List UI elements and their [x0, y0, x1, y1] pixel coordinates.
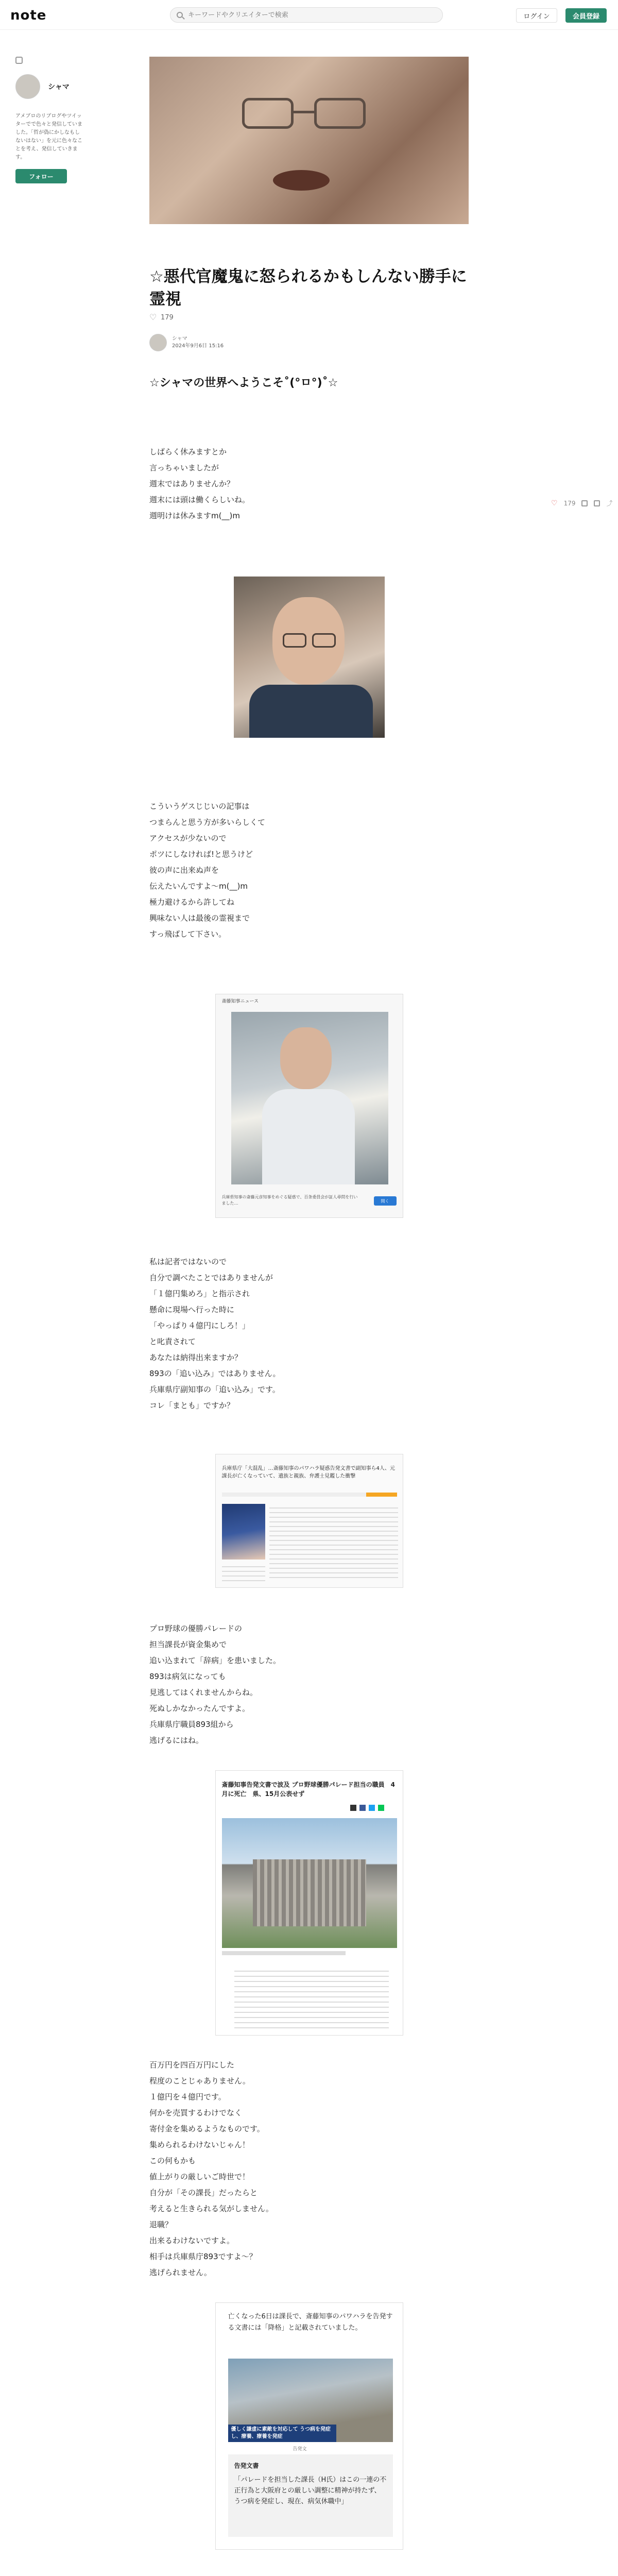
- news-badge: [366, 1493, 397, 1497]
- author-sidebar: [15, 57, 82, 183]
- image-banner: 優しく謙虚に素敵を対応して うつ病を発症し、療養、療養を発症: [228, 2425, 336, 2442]
- photo-caption-line: [222, 1951, 346, 1955]
- author-block[interactable]: [15, 74, 82, 99]
- search-input[interactable]: [188, 11, 435, 19]
- body-shape: [262, 1089, 355, 1184]
- mouth-shape: [273, 170, 330, 191]
- image-source: 告発文: [293, 2447, 307, 2452]
- document-quote: [228, 2454, 393, 2537]
- portrait-photo: [234, 577, 385, 738]
- article-author-row[interactable]: [149, 334, 469, 351]
- heart-icon[interactable]: [149, 314, 157, 321]
- share-icon[interactable]: ⤴: [606, 500, 613, 507]
- hero-image: [149, 57, 469, 224]
- shirt-shape: [249, 685, 373, 738]
- note-logo[interactable]: note: [10, 8, 47, 23]
- like-row[interactable]: [149, 314, 469, 321]
- building-shape: [253, 1859, 366, 1926]
- like-count: 179: [161, 314, 174, 321]
- glasses-left-shape: [242, 98, 294, 129]
- open-button[interactable]: 開く: [374, 1196, 397, 1206]
- article-card-title: 斎藤知事告発文書で波及 プロ野球優勝パレード担当の職員 4月に死亡 県、15月公表せず: [221, 1781, 396, 1798]
- news-thumbnail: [222, 1504, 265, 1560]
- news-title: 兵庫県庁「大混乱」…斎藤知事のパワハラ疑惑告発文書で副知事ら4人、元課長が亡くなっていて、遺族と親族、弁護士見鑑した衝撃: [221, 1466, 395, 1479]
- follow-button[interactable]: フォロー: [15, 169, 67, 183]
- paragraph-5: 百万円を四百万円にした 程度のことじゃありません。 １億円を４億円です。 何かを売買するわけでなく 寄付金を集めるようなものです。 集められるわけないじゃん！ この何もかも 値上がりの厳しいご時世で！ 自分が「その課長」だったらと 考えると生きられる気がしません。 退職？ 出来るわけないですよ。 相手は兵庫県庁893ですよ〜？ 逃げられません。: [149, 2060, 273, 2277]
- bookmark-icon[interactable]: [594, 500, 600, 506]
- video-caption: 兵庫県知事の斎藤元彦知事をめぐる疑惑で、百条委員会が証人尋問を行いました…: [221, 1195, 358, 1206]
- paragraph-6: [149, 2573, 469, 2576]
- like-icon[interactable]: ♡: [551, 499, 558, 507]
- author-name[interactable]: シャマ: [48, 83, 70, 91]
- article-body-lines: [234, 1967, 389, 2028]
- share-icons: [350, 1805, 397, 1811]
- author-info: [172, 335, 224, 350]
- video-thumbnail[interactable]: [231, 1012, 388, 1184]
- article-screenshot-card: [215, 1770, 403, 2036]
- author-avatar[interactable]: [15, 74, 40, 99]
- building-photo: [222, 1818, 397, 1948]
- login-button[interactable]: ログイン: [516, 8, 557, 23]
- author-avatar-small[interactable]: [149, 334, 167, 351]
- glasses-bridge-shape: [294, 111, 314, 113]
- news-body-lines-small: [222, 1563, 265, 1583]
- post-screenshot-card: [215, 2302, 403, 2550]
- paragraph-1: しばらく休みますとか 言っちゃいましたが 週末ではありませんか？ 週末には頭は働くらしいね。 週明けは休みますm(__)m: [149, 447, 250, 520]
- news-screenshot-card: [215, 1454, 403, 1588]
- video-embed-card[interactable]: [215, 994, 403, 1218]
- article-main: [149, 57, 469, 2576]
- news-meta-bar: [222, 1493, 397, 1497]
- article-title: ☆悪代官魔鬼に怒られるかもしんない勝手に霊視: [149, 267, 467, 309]
- signup-button[interactable]: 会員登録: [565, 8, 607, 23]
- glasses-right-shape: [314, 98, 366, 129]
- document-label: 告発文書: [234, 2462, 259, 2469]
- floating-actions: [551, 499, 612, 507]
- site-header: [0, 0, 618, 30]
- glasses-right-shape: [312, 633, 336, 648]
- magazine-icon[interactable]: [15, 57, 23, 64]
- author-bio: アメブロのリブログやツイッターでで色々と発信していました。「哲が偽にかしなもしないはない」を元に色々なことを考え、発信していきます。: [15, 113, 82, 160]
- comment-icon[interactable]: [581, 500, 588, 506]
- like-count: 179: [563, 499, 576, 507]
- search-icon: [177, 12, 183, 18]
- paragraph-3: 私は記者ではないので 自分で調べたことではありませんが 「１億円集めろ」と指示され 懸命に現場へ行った時に 「やっぱり４億円にしろ！」 と叱責されて あなたは納得出来ますか？ 893の「追い込み」ではありません。 兵庫県庁副知事の「追い込み」です。 コレ「まとも」ですか？: [149, 1257, 281, 1410]
- face-shape: [280, 1027, 332, 1089]
- document-text: 「パレードを担当した課長（H氏）はこの一連の不正行為と大阪府との厳しい調整に精神が持たず、うつ病を発症し、現在、病気休職中」: [234, 2476, 387, 2505]
- paragraph-4: プロ野球の優勝パレードの 担当課長が資金集めで 追い込まれて「辞病」を患いました。 893は病気になっても 見逃してはくれませんからね。 死ぬしかなかったんですよ。 兵庫県庁職員893組から 逃げるにはね。: [149, 1624, 281, 1745]
- video-card-header: 斎藤知事ニュース: [221, 998, 259, 1004]
- paragraph-2: こういうゲスじじいの記事は つまらんと思う方が多いらしくて アクセスが少ないので ポツにしなければ!と思うけど 彼の声に出来ぬ声を 伝えたいんですよ〜m(__)m 極力避けるから許してね 興味ない人は最後の霊視まで すっ飛ばして下さい。: [149, 802, 266, 939]
- news-body-lines: [269, 1504, 398, 1581]
- publish-date: 2024年9月6日 15:16: [172, 343, 224, 349]
- post-text: 亡くなった6日は課長で、斎藤知事のパワハラを告発する文書には「降格」と記載されていました。: [228, 2313, 393, 2332]
- post-image: [228, 2359, 393, 2442]
- article-heading: ☆シャマの世界へようこそ˚(°ㅁ°)˚☆: [149, 377, 338, 389]
- author-name-small[interactable]: シャマ: [172, 336, 187, 342]
- glasses-left-shape: [283, 633, 306, 648]
- search-bar[interactable]: [170, 7, 443, 23]
